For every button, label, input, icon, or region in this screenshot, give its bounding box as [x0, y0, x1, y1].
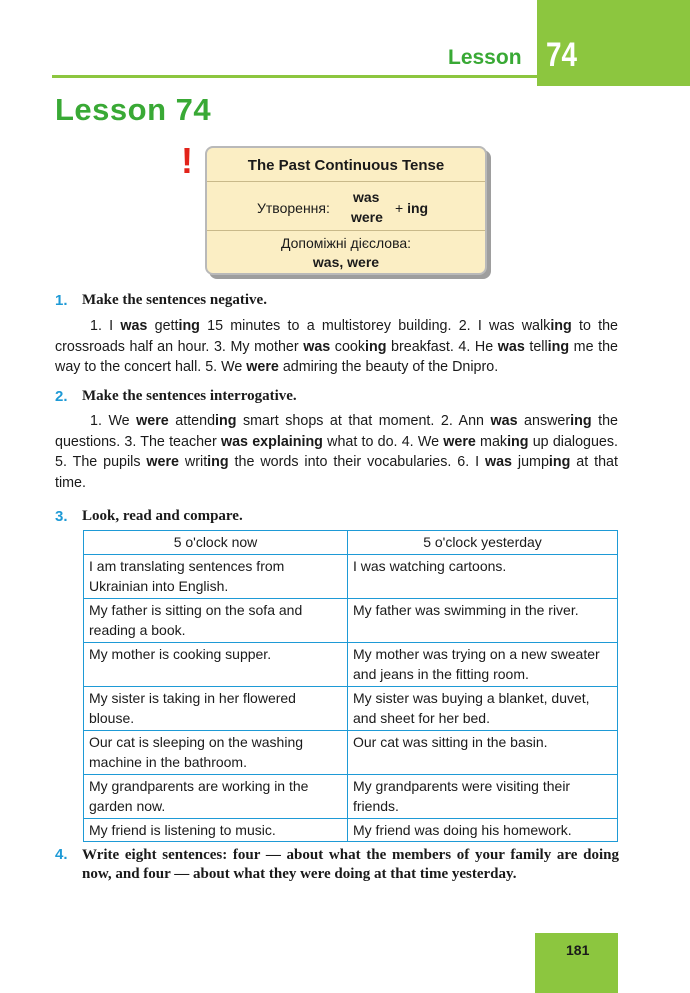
- table-cell: My grandparents were visiting their friends.: [348, 774, 618, 818]
- text-fragment: to the crossroads half an hour. 3. My mother: [55, 318, 619, 355]
- exercise-4-number: 4.: [55, 846, 68, 863]
- text-fragment: breakfast. 4. He: [386, 338, 498, 355]
- aux-verbs: was, were: [312, 254, 380, 270]
- text-fragment: gett: [147, 318, 179, 334]
- bold-fragment: was: [303, 338, 331, 355]
- bold-fragment: ing: [570, 413, 592, 429]
- header-lesson-label: Lesson: [448, 46, 522, 69]
- text-fragment: the questions. 3. The teacher: [55, 413, 618, 450]
- table-row: [84, 818, 618, 842]
- bold-fragment: were: [146, 454, 180, 471]
- header-rule: [52, 75, 537, 78]
- bold-fragment: ing: [548, 454, 571, 471]
- bold-fragment: ing: [507, 433, 529, 450]
- table-cell: My sister is taking in her flowered blouse.: [84, 686, 348, 730]
- text-fragment: 1. I: [90, 318, 121, 334]
- table-cell: My sister was buying a blanket, duvet, and sheet for her bed.: [348, 686, 618, 730]
- table-cell: Our cat is sleeping on the washing machine in the bathroom.: [84, 730, 348, 774]
- table-cell: My friend was doing his homework.: [348, 818, 618, 842]
- header-lesson-number: 74: [546, 36, 578, 74]
- text-fragment: up dialogues. 5. The pupils: [55, 433, 619, 471]
- table-row: [84, 598, 618, 642]
- table-cell: My mother is cooking supper.: [84, 642, 348, 686]
- text-fragment: answer: [517, 413, 571, 429]
- table-cell: My father was swimming in the river.: [348, 598, 618, 642]
- text-fragment: jump: [512, 454, 549, 471]
- column-header-now: 5 o'clock now: [84, 531, 348, 555]
- bold-fragment: was: [490, 413, 518, 429]
- table-cell: My mother was trying on a new sweater and jeans in the fitting room.: [348, 642, 618, 686]
- aux-label: Допоміжні дієслова:: [280, 235, 412, 251]
- exercise-3-title: Look, read and compare.: [82, 508, 243, 524]
- table-cell: I was watching cartoons.: [348, 554, 618, 598]
- exercise-2-text: [55, 411, 618, 493]
- aux-was: was: [353, 189, 380, 205]
- text-fragment: what to do. 4. We: [322, 433, 444, 450]
- bold-fragment: ing: [547, 338, 570, 355]
- bold-fragment: ing: [365, 338, 387, 355]
- text-fragment: mak: [475, 433, 508, 450]
- table-cell: My grandparents are working in the garden now.: [84, 774, 348, 818]
- text-fragment: tell: [524, 338, 548, 355]
- text-fragment: attend: [168, 413, 216, 429]
- table-cell: Our cat was sitting in the basin.: [348, 730, 618, 774]
- table-row: [84, 686, 618, 730]
- exercise-1-title: Make the sentences negative.: [82, 292, 267, 308]
- text-fragment: admiring the beauty of the Dnipro.: [278, 359, 499, 376]
- suffix-text: ing: [407, 200, 429, 216]
- bold-fragment: was explaining: [220, 433, 323, 450]
- plus-sign: +: [395, 200, 404, 216]
- bold-fragment: ing: [178, 318, 200, 334]
- table-header-row: [84, 531, 618, 555]
- bold-fragment: was: [120, 318, 148, 334]
- bold-fragment: ing: [215, 413, 237, 429]
- exclamation-icon: !: [181, 140, 193, 181]
- formation-label: Утворення:: [257, 200, 330, 216]
- table-row: [84, 774, 618, 818]
- text-fragment: cook: [330, 338, 366, 355]
- grammar-rule-box: [205, 146, 487, 275]
- rule-auxiliary: [207, 231, 485, 275]
- text-fragment: writ: [179, 454, 208, 471]
- ing-suffix: [395, 200, 428, 216]
- page-title: Lesson 74: [55, 92, 212, 127]
- table-row: [84, 554, 618, 598]
- bold-fragment: were: [136, 413, 169, 429]
- column-header-yesterday: 5 o'clock yesterday: [348, 531, 618, 555]
- table-cell: I am translating sentences from Ukrainian into English.: [84, 554, 348, 598]
- text-fragment: the words into their vocabularies. 6. I: [228, 454, 485, 471]
- exercise-4-title: Write eight sentences: four — about what the members of your family are doing now, and four — about what they were doing at that time yesterday.: [82, 847, 619, 882]
- bold-fragment: were: [246, 359, 279, 376]
- text-fragment: 1. We: [90, 413, 137, 429]
- page-number: 181: [566, 942, 590, 958]
- table-row: [84, 730, 618, 774]
- text-fragment: smart shops at that moment. 2. Ann: [236, 413, 491, 429]
- text-fragment: 15 minutes to a multistorey building. 2. I was walk: [199, 318, 551, 334]
- exercise-2-number: 2.: [55, 388, 68, 405]
- bold-fragment: was: [497, 338, 525, 355]
- bold-fragment: ing: [207, 454, 229, 471]
- bold-fragment: were: [443, 433, 476, 450]
- exercise-1-text: [55, 316, 618, 378]
- table-cell: My friend is listening to music.: [84, 818, 348, 842]
- exercise-1-number: 1.: [55, 292, 68, 309]
- bold-fragment: was: [484, 454, 513, 471]
- text-fragment: at that time.: [55, 454, 618, 491]
- aux-were: were: [351, 209, 383, 225]
- table-row: [84, 642, 618, 686]
- table-cell: My father is sitting on the sofa and reading a book.: [84, 598, 348, 642]
- comparison-table: [83, 530, 618, 842]
- rule-title: The Past Continuous Tense: [207, 148, 485, 182]
- rule-formation: [207, 182, 485, 231]
- bold-fragment: ing: [550, 318, 572, 334]
- text-fragment: me the way to the concert hall. 5. We: [55, 338, 618, 376]
- exercise-2-title: Make the sentences interrogative.: [82, 388, 297, 404]
- exercise-3-number: 3.: [55, 508, 68, 525]
